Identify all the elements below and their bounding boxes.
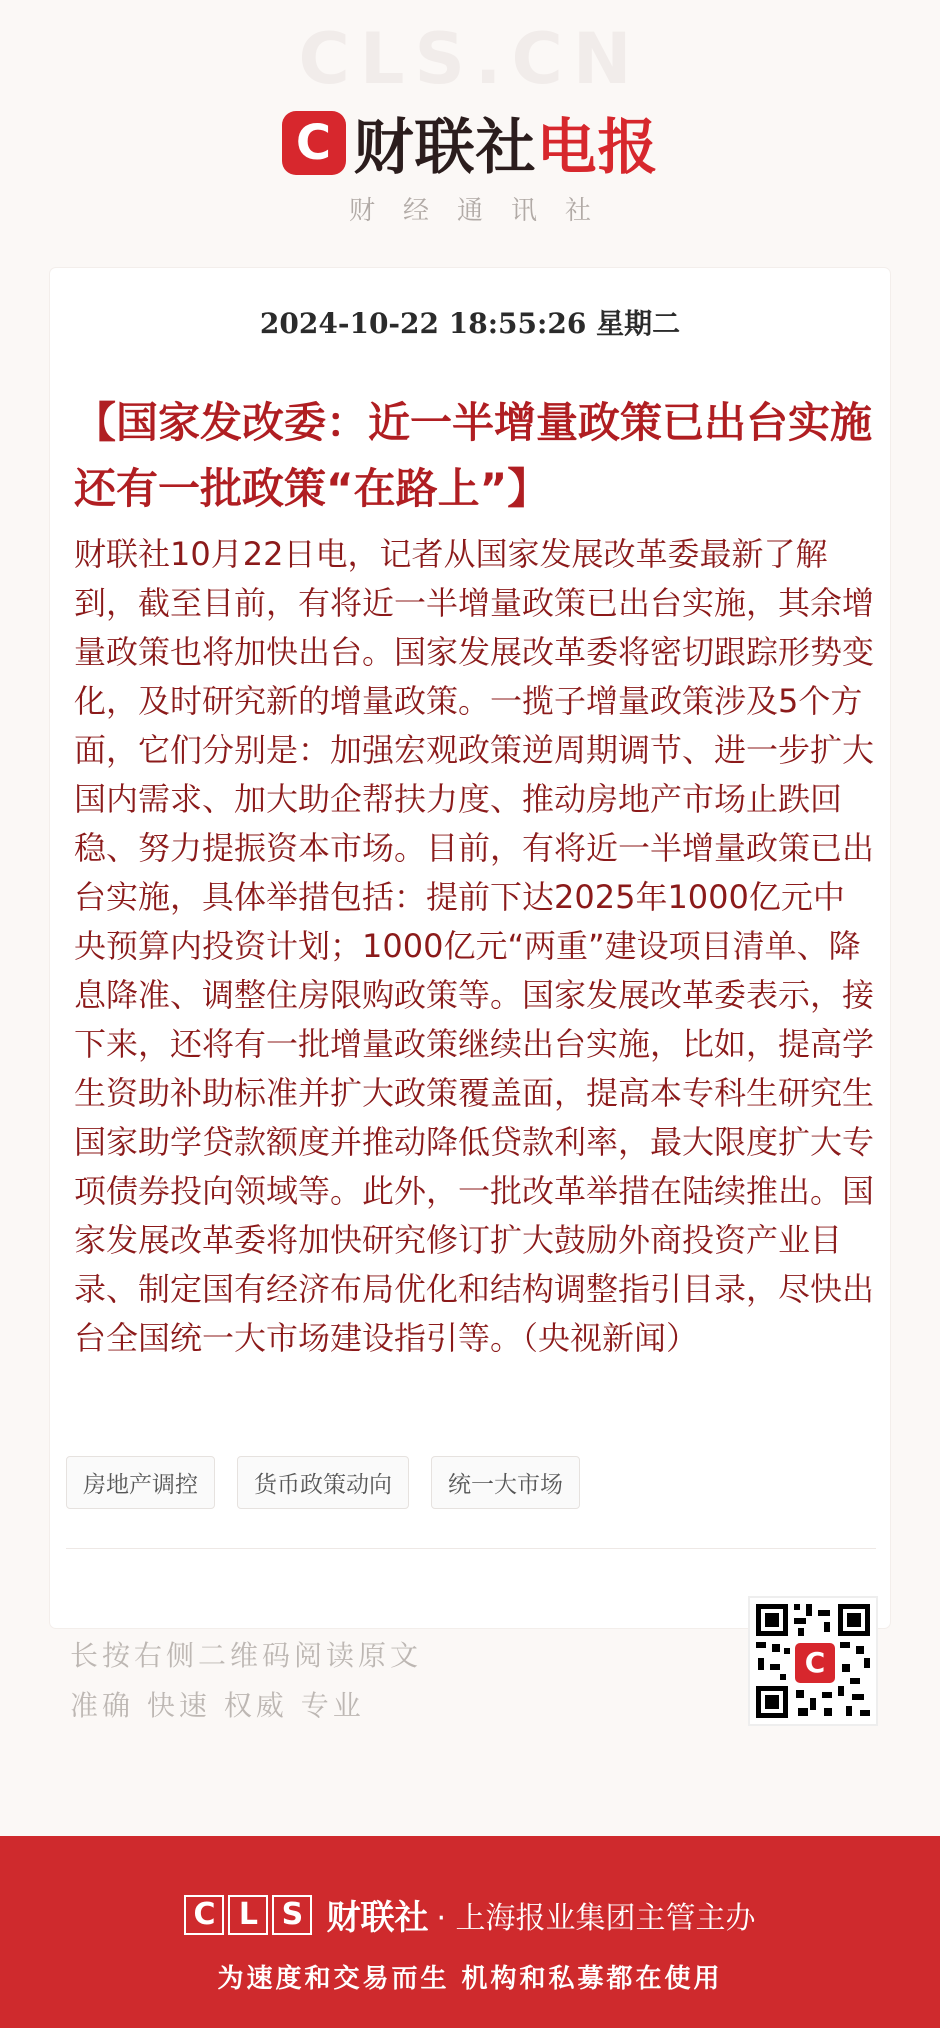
qr-code-icon[interactable] bbox=[748, 1596, 878, 1726]
article-body: 财联社10月22日电，记者从国家发展改革委最新了解到，截至目前，有将近一半增量政策已出台实施，其余增量政策也将加快出台。国家发展改革委将密切跟踪形势变化，及时研究新的增量政策。一揽子增量政策涉及5个方面，它们分别是：加强宏观政策逆周期调节、进一步扩大国内需求、加大助企帮扶力度、推动房地产市场止跌回稳、努力提振资本市场。目前，有将近一半增量政策已出台实施，具体举措包括：提前下达2025年1000亿元中央预算内投资计划；1000亿元“两重”建设项目清单、降息降准、调整住房限购政策等。国家发展改革委表示，接下来，还将有一批增量政策继续出台实施，比如，提高学生资助补助标准并扩大政策覆盖面，提高本专科生研究生国家助学贷款额度并推动降低贷款利率，最大限度扩大专项债券投向领域等。此外，一批改革举措在陆续推出。国家发展改革委将加快研究修订扩大鼓励外商投资产业目录、制定国有经济布局优化和结构调整指引目录，尽快出台全国统一大市场建设指引等。（央视新闻） bbox=[74, 535, 875, 1357]
brand-logo bbox=[0, 100, 940, 186]
watermark: CLS.CN bbox=[298, 18, 642, 100]
footer-brand-row bbox=[0, 1890, 940, 1939]
article-headline: 【国家发改委：近一半增量政策已出台实施 还有一批政策“在路上”】 bbox=[74, 398, 873, 513]
footer-brand-name: 财联社 bbox=[326, 1898, 429, 1938]
tag-unified-market[interactable]: 统一大市场 bbox=[431, 1456, 580, 1509]
qr-hint-text: 长按右侧二维码阅读原文 bbox=[70, 1639, 423, 1672]
brand-tagline: 财经通讯社 bbox=[348, 196, 619, 226]
brand-suffix: 电报 bbox=[536, 113, 659, 183]
tag-list bbox=[66, 1456, 580, 1509]
brand-name: 财联社 bbox=[353, 113, 537, 183]
footer-publisher: · 上海报业集团主管主办 bbox=[436, 1900, 756, 1936]
footer-slogan: 为速度和交易而生 机构和私募都在使用 bbox=[217, 1964, 723, 1994]
footer-banner bbox=[0, 1836, 940, 2028]
divider bbox=[66, 1548, 876, 1549]
qr-slogan-text: 准确 快速 权威 专业 bbox=[70, 1689, 365, 1722]
tag-monetary-policy[interactable]: 货币政策动向 bbox=[237, 1456, 409, 1509]
tag-real-estate[interactable]: 房地产调控 bbox=[66, 1456, 215, 1509]
publish-datetime: 2024-10-22 18:55:26 星期二 bbox=[259, 307, 681, 340]
cls-wordmark-icon: C L S bbox=[184, 1895, 312, 1935]
cls-logo-icon: C bbox=[282, 111, 346, 175]
cls-logo-icon: C bbox=[792, 1640, 838, 1686]
